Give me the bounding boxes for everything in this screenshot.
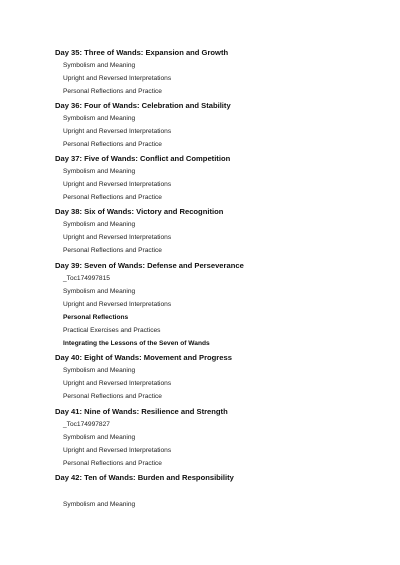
toc-subentry[interactable]: Symbolism and Meaning <box>63 501 136 508</box>
toc-subentry[interactable]: Upright and Reversed Interpretations <box>63 128 172 135</box>
toc-subentry[interactable]: Symbolism and Meaning <box>63 367 136 374</box>
toc-heading-day-35[interactable]: Day 35: Three of Wands: Expansion and Growth <box>55 48 229 57</box>
toc-subentry[interactable]: Personal Reflections and Practice <box>63 141 162 148</box>
toc-subentry[interactable]: Integrating the Lessons of the Seven of Wands <box>63 340 210 347</box>
toc-subentry[interactable]: Symbolism and Meaning <box>63 221 136 228</box>
toc-subentry[interactable]: Upright and Reversed Interpretations <box>63 181 172 188</box>
toc-subentry[interactable]: Upright and Reversed Interpretations <box>63 447 172 454</box>
toc-subentry[interactable]: Practical Exercises and Practices <box>63 327 161 334</box>
toc-subentry[interactable]: Symbolism and Meaning <box>63 434 136 441</box>
toc-heading-day-39[interactable]: Day 39: Seven of Wands: Defense and Perseverance <box>55 261 244 270</box>
toc-heading-day-37[interactable]: Day 37: Five of Wands: Conflict and Competition <box>55 154 231 163</box>
toc-heading-day-40[interactable]: Day 40: Eight of Wands: Movement and Progress <box>55 353 232 362</box>
toc-heading-day-36[interactable]: Day 36: Four of Wands: Celebration and Stability <box>55 101 231 110</box>
toc-subentry[interactable]: Personal Reflections <box>63 314 129 321</box>
toc-subentry-bookmark[interactable]: _Toc174997815 <box>63 275 110 282</box>
toc-subentry[interactable]: Symbolism and Meaning <box>63 62 136 69</box>
toc-subentry[interactable]: Personal Reflections and Practice <box>63 393 162 400</box>
toc-heading-day-42[interactable]: Day 42: Ten of Wands: Burden and Responsibility <box>55 473 234 482</box>
toc-subentry[interactable]: Personal Reflections and Practice <box>63 247 162 254</box>
toc-subentry[interactable]: Symbolism and Meaning <box>63 288 136 295</box>
toc-subentry[interactable]: Personal Reflections and Practice <box>63 194 162 201</box>
toc-subentry[interactable]: Symbolism and Meaning <box>63 168 136 175</box>
toc-subentry-bookmark[interactable]: _Toc174997827 <box>63 421 110 428</box>
toc-heading-day-41[interactable]: Day 41: Nine of Wands: Resilience and Strength <box>55 407 228 416</box>
toc-subentry[interactable]: Symbolism and Meaning <box>63 115 136 122</box>
toc-heading-day-38[interactable]: Day 38: Six of Wands: Victory and Recognition <box>55 207 224 216</box>
toc-subentry[interactable]: Personal Reflections and Practice <box>63 88 162 95</box>
toc-subentry[interactable]: Upright and Reversed Interpretations <box>63 234 172 241</box>
toc-subentry[interactable]: Personal Reflections and Practice <box>63 460 162 467</box>
toc-subentry[interactable]: Upright and Reversed Interpretations <box>63 301 172 308</box>
toc-subentry[interactable]: Upright and Reversed Interpretations <box>63 380 172 387</box>
toc-subentry[interactable]: Upright and Reversed Interpretations <box>63 75 172 82</box>
